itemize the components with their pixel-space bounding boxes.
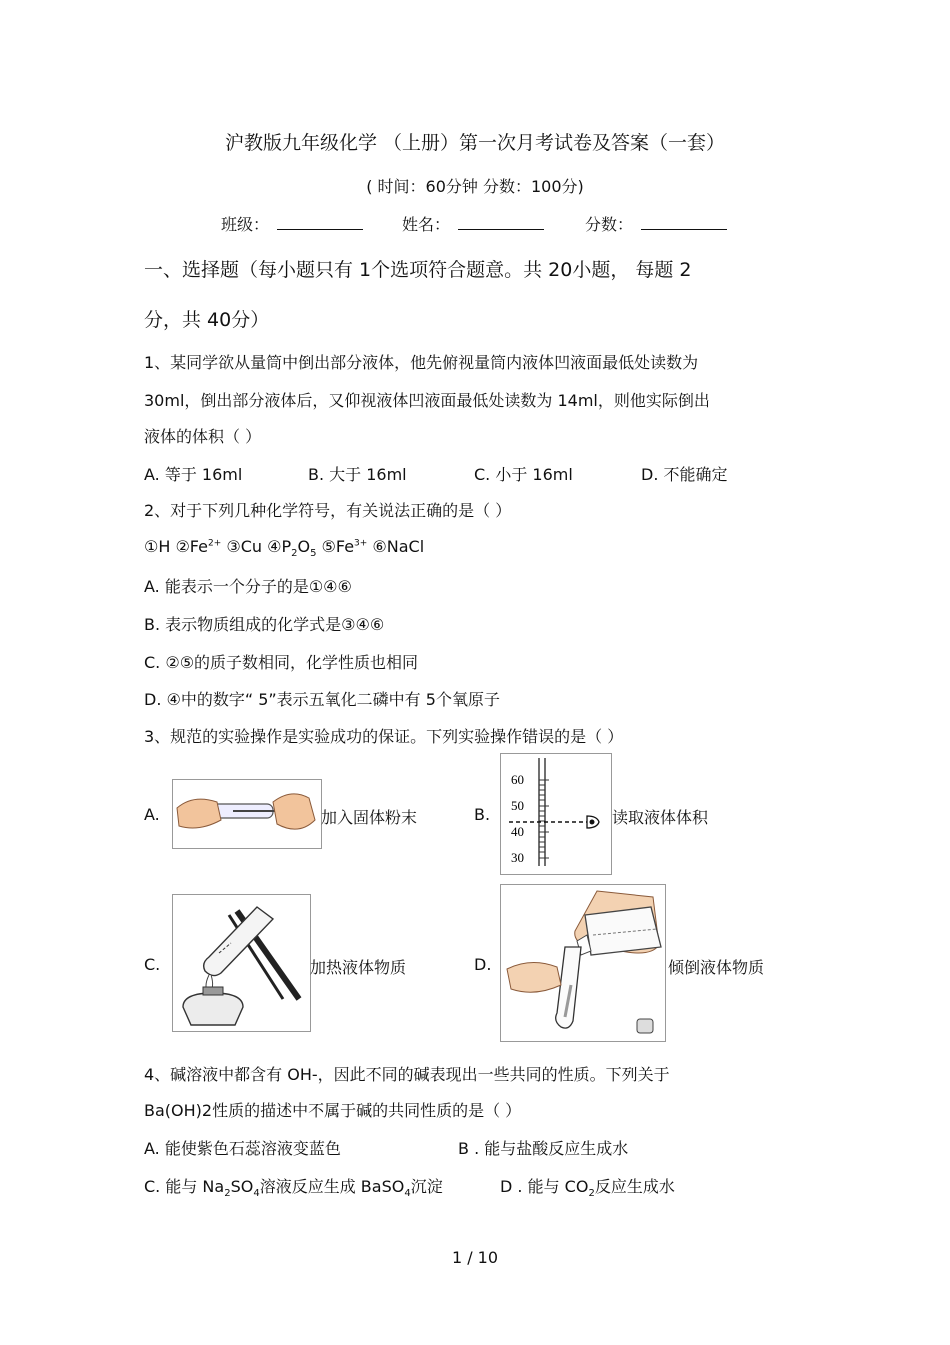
section-heading-line2: 分，共 40分） <box>144 309 270 331</box>
q2-line1: 2、对于下列几种化学符号，有关说法正确的是（ ） <box>144 501 512 520</box>
q3-option-c-text: 加热液体物质 <box>310 958 407 977</box>
symbol-text: ⑤Fe <box>316 537 355 556</box>
class-blank[interactable] <box>277 215 363 230</box>
subscript: 2 <box>291 548 298 560</box>
cylinder-tick-30: 30 <box>511 850 524 865</box>
cylinder-tick-60: 60 <box>511 772 524 787</box>
q3-line1: 3、规范的实验操作是实验成功的保证。下列实验操作错误的是（ ） <box>144 727 624 746</box>
q1-line2: 30ml，倒出部分液体后，又仰视液体凹液面最低处读数为 14ml，则他实际倒出 <box>144 391 710 410</box>
pouring-liquid-illustration <box>500 884 666 1042</box>
q4-option-a: A. 能使紫色石蕊溶液变蓝色 <box>144 1139 341 1158</box>
q3-option-d-letter: D. <box>474 955 492 974</box>
symbol-text: ①H ②Fe <box>144 537 208 556</box>
q1-option-c: C. 小于 16ml <box>474 465 573 484</box>
subscript: 4 <box>253 1188 260 1200</box>
cylinder-tick-40: 40 <box>511 824 524 839</box>
powder-adding-illustration <box>172 779 322 849</box>
section-heading-line1: 一、选择题（每小题只有 1个选项符合题意。共 20小题， 每题 2 <box>144 259 692 281</box>
q4-line2: Ba(OH)2性质的描述中不属于碱的共同性质的是（ ） <box>144 1101 522 1120</box>
q2-option-a: A. 能表示一个分子的是①④⑥ <box>144 577 352 596</box>
q3-option-d-text: 倾倒液体物质 <box>668 958 765 977</box>
option-text: D . 能与 CO <box>500 1177 589 1196</box>
score-blank[interactable] <box>641 215 727 230</box>
charge-sup: 2+ <box>207 538 222 549</box>
q4-line1: 4、碱溶液中都含有 OH-，因此不同的碱表现出一些共同的性质。下列关于 <box>144 1065 670 1084</box>
subscript: 4 <box>404 1188 411 1200</box>
q4-option-b: B . 能与盐酸反应生成水 <box>458 1139 629 1158</box>
q2-option-d: D. ④中的数字“ 5”表示五氧化二磷中有 5个氧原子 <box>144 690 500 709</box>
symbol-text: ③Cu ④P <box>221 537 292 556</box>
score-field[interactable] <box>585 212 727 235</box>
q1-option-a: A. 等于 16ml <box>144 465 243 484</box>
q3-option-b-letter: B. <box>474 805 491 824</box>
q3-option-c-letter: C. <box>144 955 161 974</box>
symbol-text: O <box>297 537 311 556</box>
option-text: SO <box>230 1177 254 1196</box>
q4-option-d <box>500 1174 675 1199</box>
class-label: 班级： <box>221 215 270 234</box>
name-blank[interactable] <box>458 215 544 230</box>
name-label: 姓名： <box>402 215 451 234</box>
q4-option-c <box>144 1174 443 1199</box>
q2-symbols <box>144 537 424 559</box>
score-label: 分数： <box>585 215 634 234</box>
cylinder-reading-illustration <box>500 753 612 875</box>
symbol-text: ⑥NaCl <box>367 537 425 556</box>
q3-option-a-text: 加入固体粉末 <box>321 808 418 827</box>
subscript: 5 <box>310 548 317 560</box>
q1-option-d: D. 不能确定 <box>641 465 728 484</box>
q2-option-b: B. 表示物质组成的化学式是③④⑥ <box>144 615 385 634</box>
subscript: 2 <box>588 1188 595 1200</box>
exam-title: 沪教版九年级化学 （上册）第一次月考试卷及答案（一套） <box>224 132 726 154</box>
page-number: 1 / 10 <box>451 1248 499 1267</box>
option-text: 沉淀 <box>410 1177 443 1196</box>
option-text: 反应生成水 <box>594 1177 675 1196</box>
q3-option-a-letter: A. <box>144 805 160 824</box>
heating-liquid-illustration <box>172 894 311 1032</box>
cylinder-tick-50: 50 <box>511 798 524 813</box>
q2-option-c: C. ②⑤的质子数相同，化学性质也相同 <box>144 653 419 672</box>
option-text: C. 能与 Na <box>144 1177 225 1196</box>
q1-line1: 1、某同学欲从量筒中倒出部分液体，他先俯视量筒内液体凹液面最低处读数为 <box>144 353 699 372</box>
name-field[interactable] <box>402 212 544 235</box>
charge-sup: 3+ <box>354 538 368 549</box>
q1-line3: 液体的体积（ ） <box>144 427 262 446</box>
q1-option-b: B. 大于 16ml <box>308 465 407 484</box>
option-text: 溶液反应生成 BaSO <box>259 1177 405 1196</box>
exam-time-score: ( 时间：60分钟 分数：100分) <box>366 177 584 196</box>
q3-option-b-text: 读取液体体积 <box>612 808 709 827</box>
class-field[interactable] <box>221 212 363 235</box>
subscript: 2 <box>224 1188 231 1200</box>
